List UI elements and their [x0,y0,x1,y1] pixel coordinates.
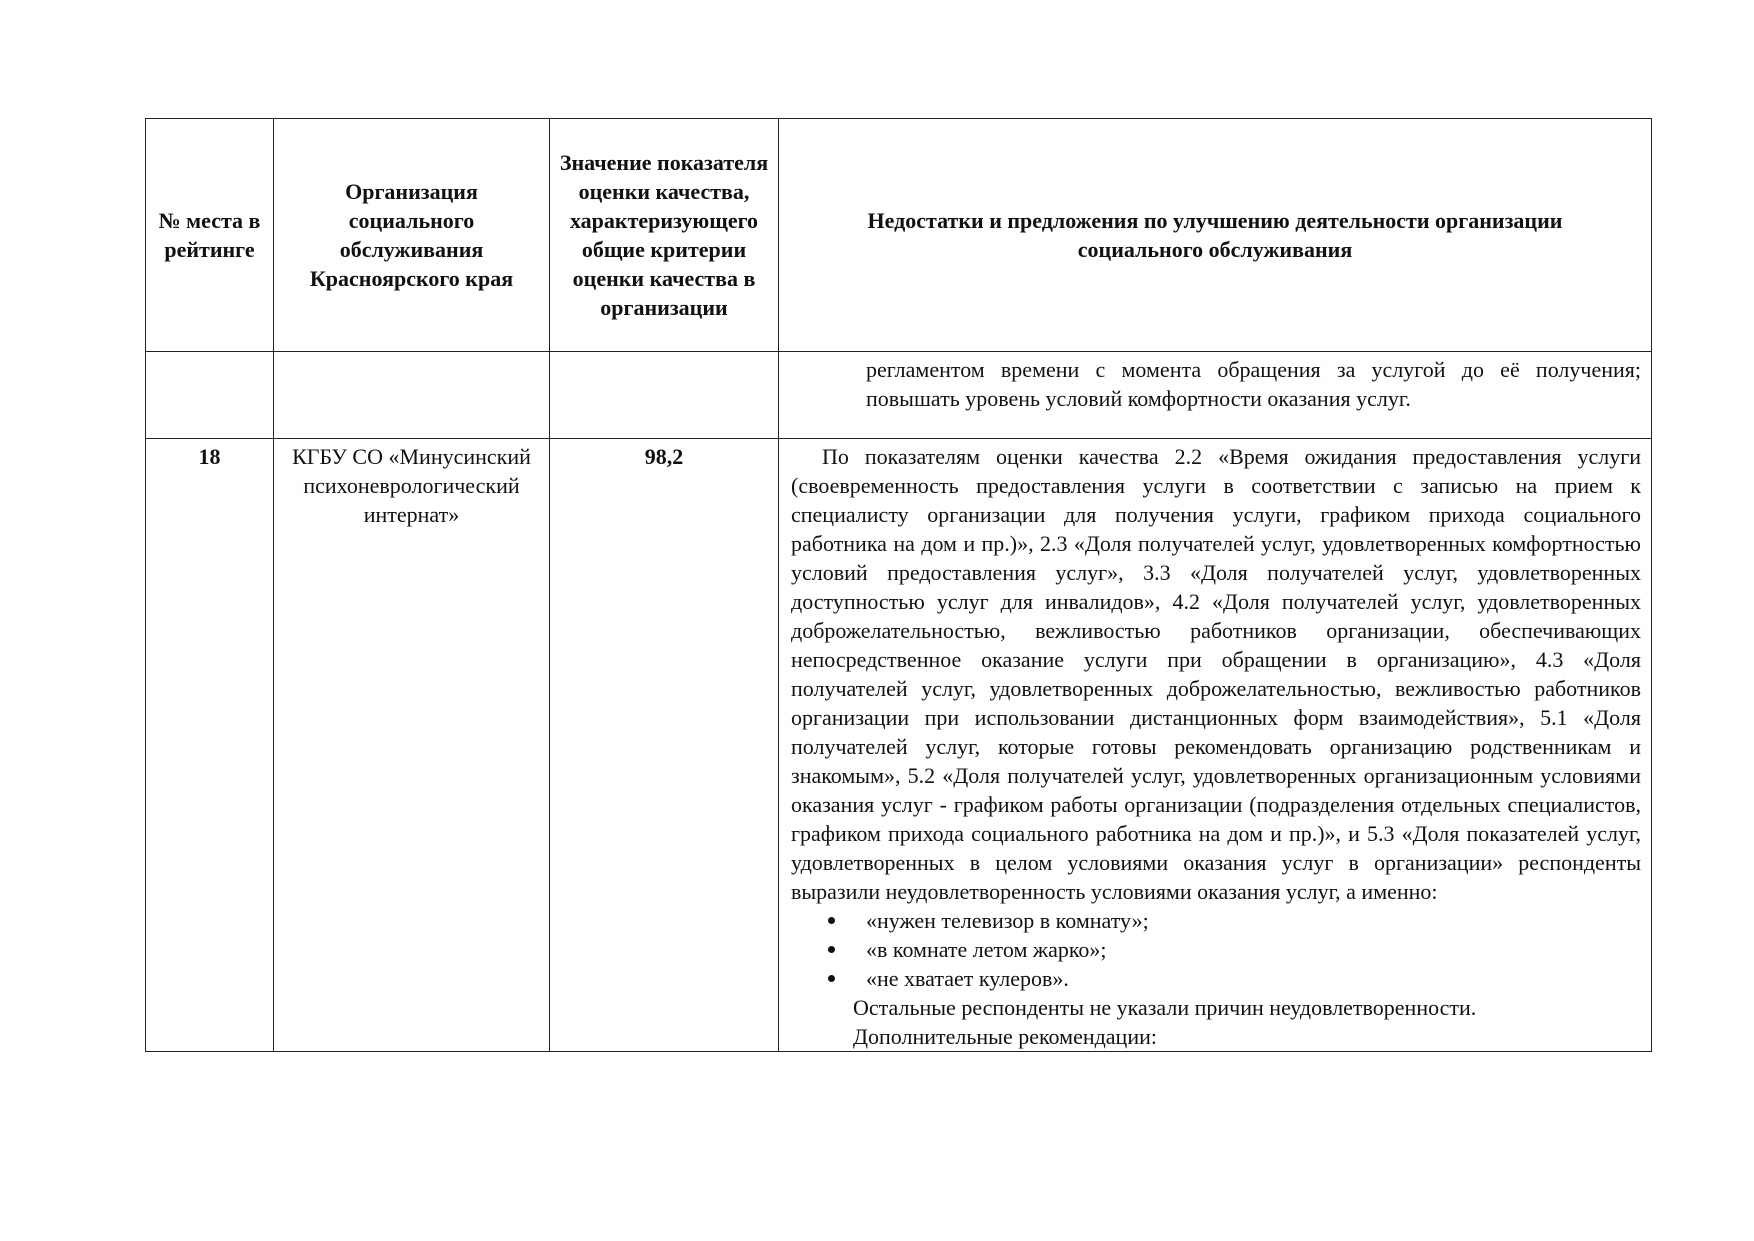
list-item [791,935,1641,964]
complaints-list [791,906,1641,993]
bullet-icon [828,946,835,953]
additional-recommendations: Дополнительные рекомендации: [853,1024,1157,1049]
description-block [779,439,1651,1051]
header-value: Значение показателя оценки качества, характеризующего общие критерии оценки качества в организации [550,119,779,352]
organization-cell [274,439,550,1052]
header-shortcomings: Недостатки и предложения по улучшению деятельности организации социального обслуживания [779,119,1652,352]
table-header-row [146,119,1652,352]
list-item-text: «в комнате летом жарко»; [866,937,1107,962]
continuation-text: регламентом времени с момента обращения за услугой до её получения; повышать уровень условий комфортности оказания услуг. [866,357,1641,411]
quality-value: 98,2 [644,444,684,469]
rank-cell [146,439,274,1052]
table-row [146,439,1652,1052]
header-organization: Организация социального обслуживания Красноярского края [274,119,550,352]
rating-table [145,118,1652,1052]
continuation-text-cell [779,352,1652,439]
organization-name: КГБУ СО «Минусинский психоневрологический интернат» [292,444,531,527]
header-rank: № места в рейтинге [146,119,274,352]
continuation-rank-cell [146,352,274,439]
description-paragraph: По показателям оценки качества 2.2 «Время ожидания предоставления услуги (своевременность предоставления услуги в соответствии с записью на прием к специалисту организации для получения услуги, графиком прихода социального работника на дом и пр.)», 2.3 «Доля получателей услуг, удовлетворенных комфортностью условий предоставления услуг», 3.3 «Доля получателей услуг, удовлетворенных доступностью услуг для инвалидов», 4.2 «Доля получателей услуг, удовлетворенных доброжелательностью, вежливостью работников организации, обеспечивающих непосредственное оказание услуги при обращении в организацию», 4.3 «Доля получателей услуг, удовлетворенных доброжелательностью, вежливостью работников организации при использовании дистанционных форм взаимодействия», 5.1 «Доля получателей услуг, которые готовы рекомендовать организацию родственникам и знакомым», 5.2 «Доля получателей услуг, удовлетворенных организационным условиями оказания услуг - графиком работы организации (подразделения отдельных специалистов, графиком прихода социального работника на дом и пр.)», и 5.3 «Доля показателей услуг, удовлетворенных в целом условиями оказания услуг в организации» респонденты выразили неудовлетворенность условиями оказания услуг, а именно: [791,444,1641,904]
continuation-value-cell [550,352,779,439]
list-item-text: «нужен телевизор в комнату»; [866,908,1149,933]
bullet-icon [828,917,835,924]
rank-number: 18 [198,444,221,469]
continuation-org-cell [274,352,550,439]
list-item-text: «не хватает кулеров». [866,966,1069,991]
description-cell [779,439,1652,1052]
list-item [791,906,1641,935]
value-cell [550,439,779,1052]
list-item [791,964,1641,993]
continuation-row [146,352,1652,439]
bullet-icon [828,975,835,982]
closing-paragraph: Остальные респонденты не указали причин неудовлетворенности. [853,995,1477,1020]
